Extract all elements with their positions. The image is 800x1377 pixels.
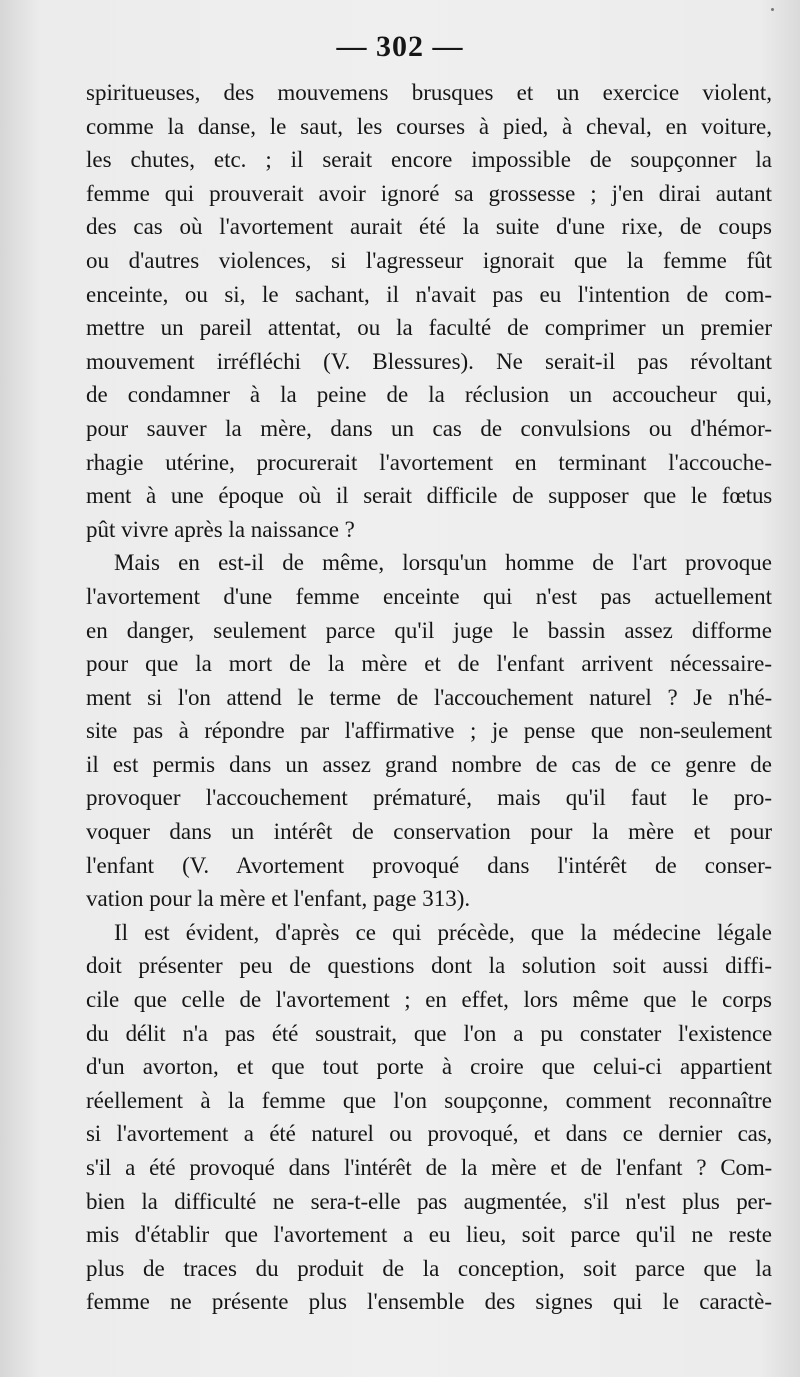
- text-line: mouvement irréfléchi (V. Blessures). Ne serait-il pas révoltant: [86, 348, 772, 374]
- text-line: plus de traces du produit de la conception, soit parce que la: [86, 1255, 772, 1281]
- text-line: femme qui prouverait avoir ignoré sa grossesse ; j'en dirai autant: [86, 180, 772, 206]
- paragraph-1: [86, 76, 772, 546]
- text-line: enceinte, ou si, le sachant, il n'avait pas eu l'intention de com-: [86, 281, 772, 307]
- text-line: site pas à répondre par l'affirmative ; je pense que non-seulement: [86, 718, 772, 744]
- text-line: de condamner à la peine de la réclusion un accoucheur qui,: [86, 382, 772, 408]
- text-line: pour sauver la mère, dans un cas de convulsions ou d'hémor-: [86, 415, 772, 441]
- text-line: s'il a été provoqué dans l'intérêt de la mère et de l'enfant ? Com-: [86, 1155, 772, 1180]
- text-line: pour que la mort de la mère et de l'enfant arrivent nécessaire-: [86, 651, 772, 677]
- page-number: — 302 —: [336, 30, 464, 63]
- text-line: en danger, seulement parce qu'il juge le bassin assez difforme: [86, 617, 772, 643]
- text-line: doit présenter peu de questions dont la solution soit aussi diffi-: [86, 953, 772, 979]
- text-line: bien la difficulté ne sera-t-elle pas augmentée, s'il n'est plus per-: [86, 1188, 772, 1214]
- paragraph-3: [86, 916, 772, 1319]
- text-line: femme ne présente plus l'ensemble des signes qui le caractè-: [86, 1289, 772, 1315]
- text-line: voquer dans un intérêt de conservation pour la mère et pour: [86, 819, 772, 845]
- text-line: vation pour la mère et l'enfant, page 313).: [86, 886, 471, 912]
- text-line: du délit n'a pas été soustrait, que l'on a pu constater l'existence: [86, 1020, 772, 1046]
- paragraph-2: [86, 546, 772, 916]
- text-line: comme la danse, le saut, les courses à pied, à cheval, en voiture,: [86, 113, 772, 139]
- text-line: les chutes, etc. ; il serait encore impossible de soupçonner la: [86, 147, 772, 173]
- text-line: cile que celle de l'avortement ; en effet, lors même que le corps: [86, 987, 772, 1013]
- text-line: réellement à la femme que l'on soupçonne, comment reconnaître: [86, 1087, 772, 1113]
- page-speck: [771, 8, 774, 11]
- text-line: Mais en est-il de même, lorsqu'un homme de l'art provoque: [114, 550, 772, 576]
- text-line: si l'avortement a été naturel ou provoqué, et dans ce dernier cas,: [86, 1121, 772, 1147]
- text-line: rhagie utérine, procurerait l'avortement en terminant l'accouche-: [86, 449, 772, 475]
- text-line: d'un avorton, et que tout porte à croire que celui-ci appartient: [86, 1054, 772, 1080]
- text-line: mettre un pareil attentat, ou la faculté de comprimer un premier: [86, 315, 772, 341]
- text-line: l'avortement d'une femme enceinte qui n'est pas actuellement: [86, 583, 772, 609]
- text-line: Il est évident, d'après ce qui précède, que la médecine légale: [114, 919, 772, 945]
- body-text: [86, 76, 772, 1319]
- text-line: pût vivre après la naissance ?: [86, 516, 355, 542]
- text-line: spiritueuses, des mouvemens brusques et un exercice violent,: [86, 80, 772, 105]
- text-line: provoquer l'accouchement prématuré, mais qu'il faut le pro-: [86, 785, 772, 811]
- text-line: l'enfant (V. Avortement provoqué dans l'intérêt de conser-: [86, 852, 772, 878]
- text-line: mis d'établir que l'avortement a eu lieu, soit parce qu'il ne reste: [86, 1222, 772, 1248]
- text-line: des cas où l'avortement aurait été la suite d'une rixe, de coups: [86, 214, 772, 240]
- text-line: ou d'autres violences, si l'agresseur ignorait que la femme fût: [86, 247, 772, 273]
- text-line: ment si l'on attend le terme de l'accouchement naturel ? Je n'hé-: [86, 684, 772, 710]
- text-line: ment à une époque où il serait difficile de supposer que le fœtus: [86, 483, 772, 509]
- text-line: il est permis dans un assez grand nombre de cas de ce genre de: [86, 751, 772, 777]
